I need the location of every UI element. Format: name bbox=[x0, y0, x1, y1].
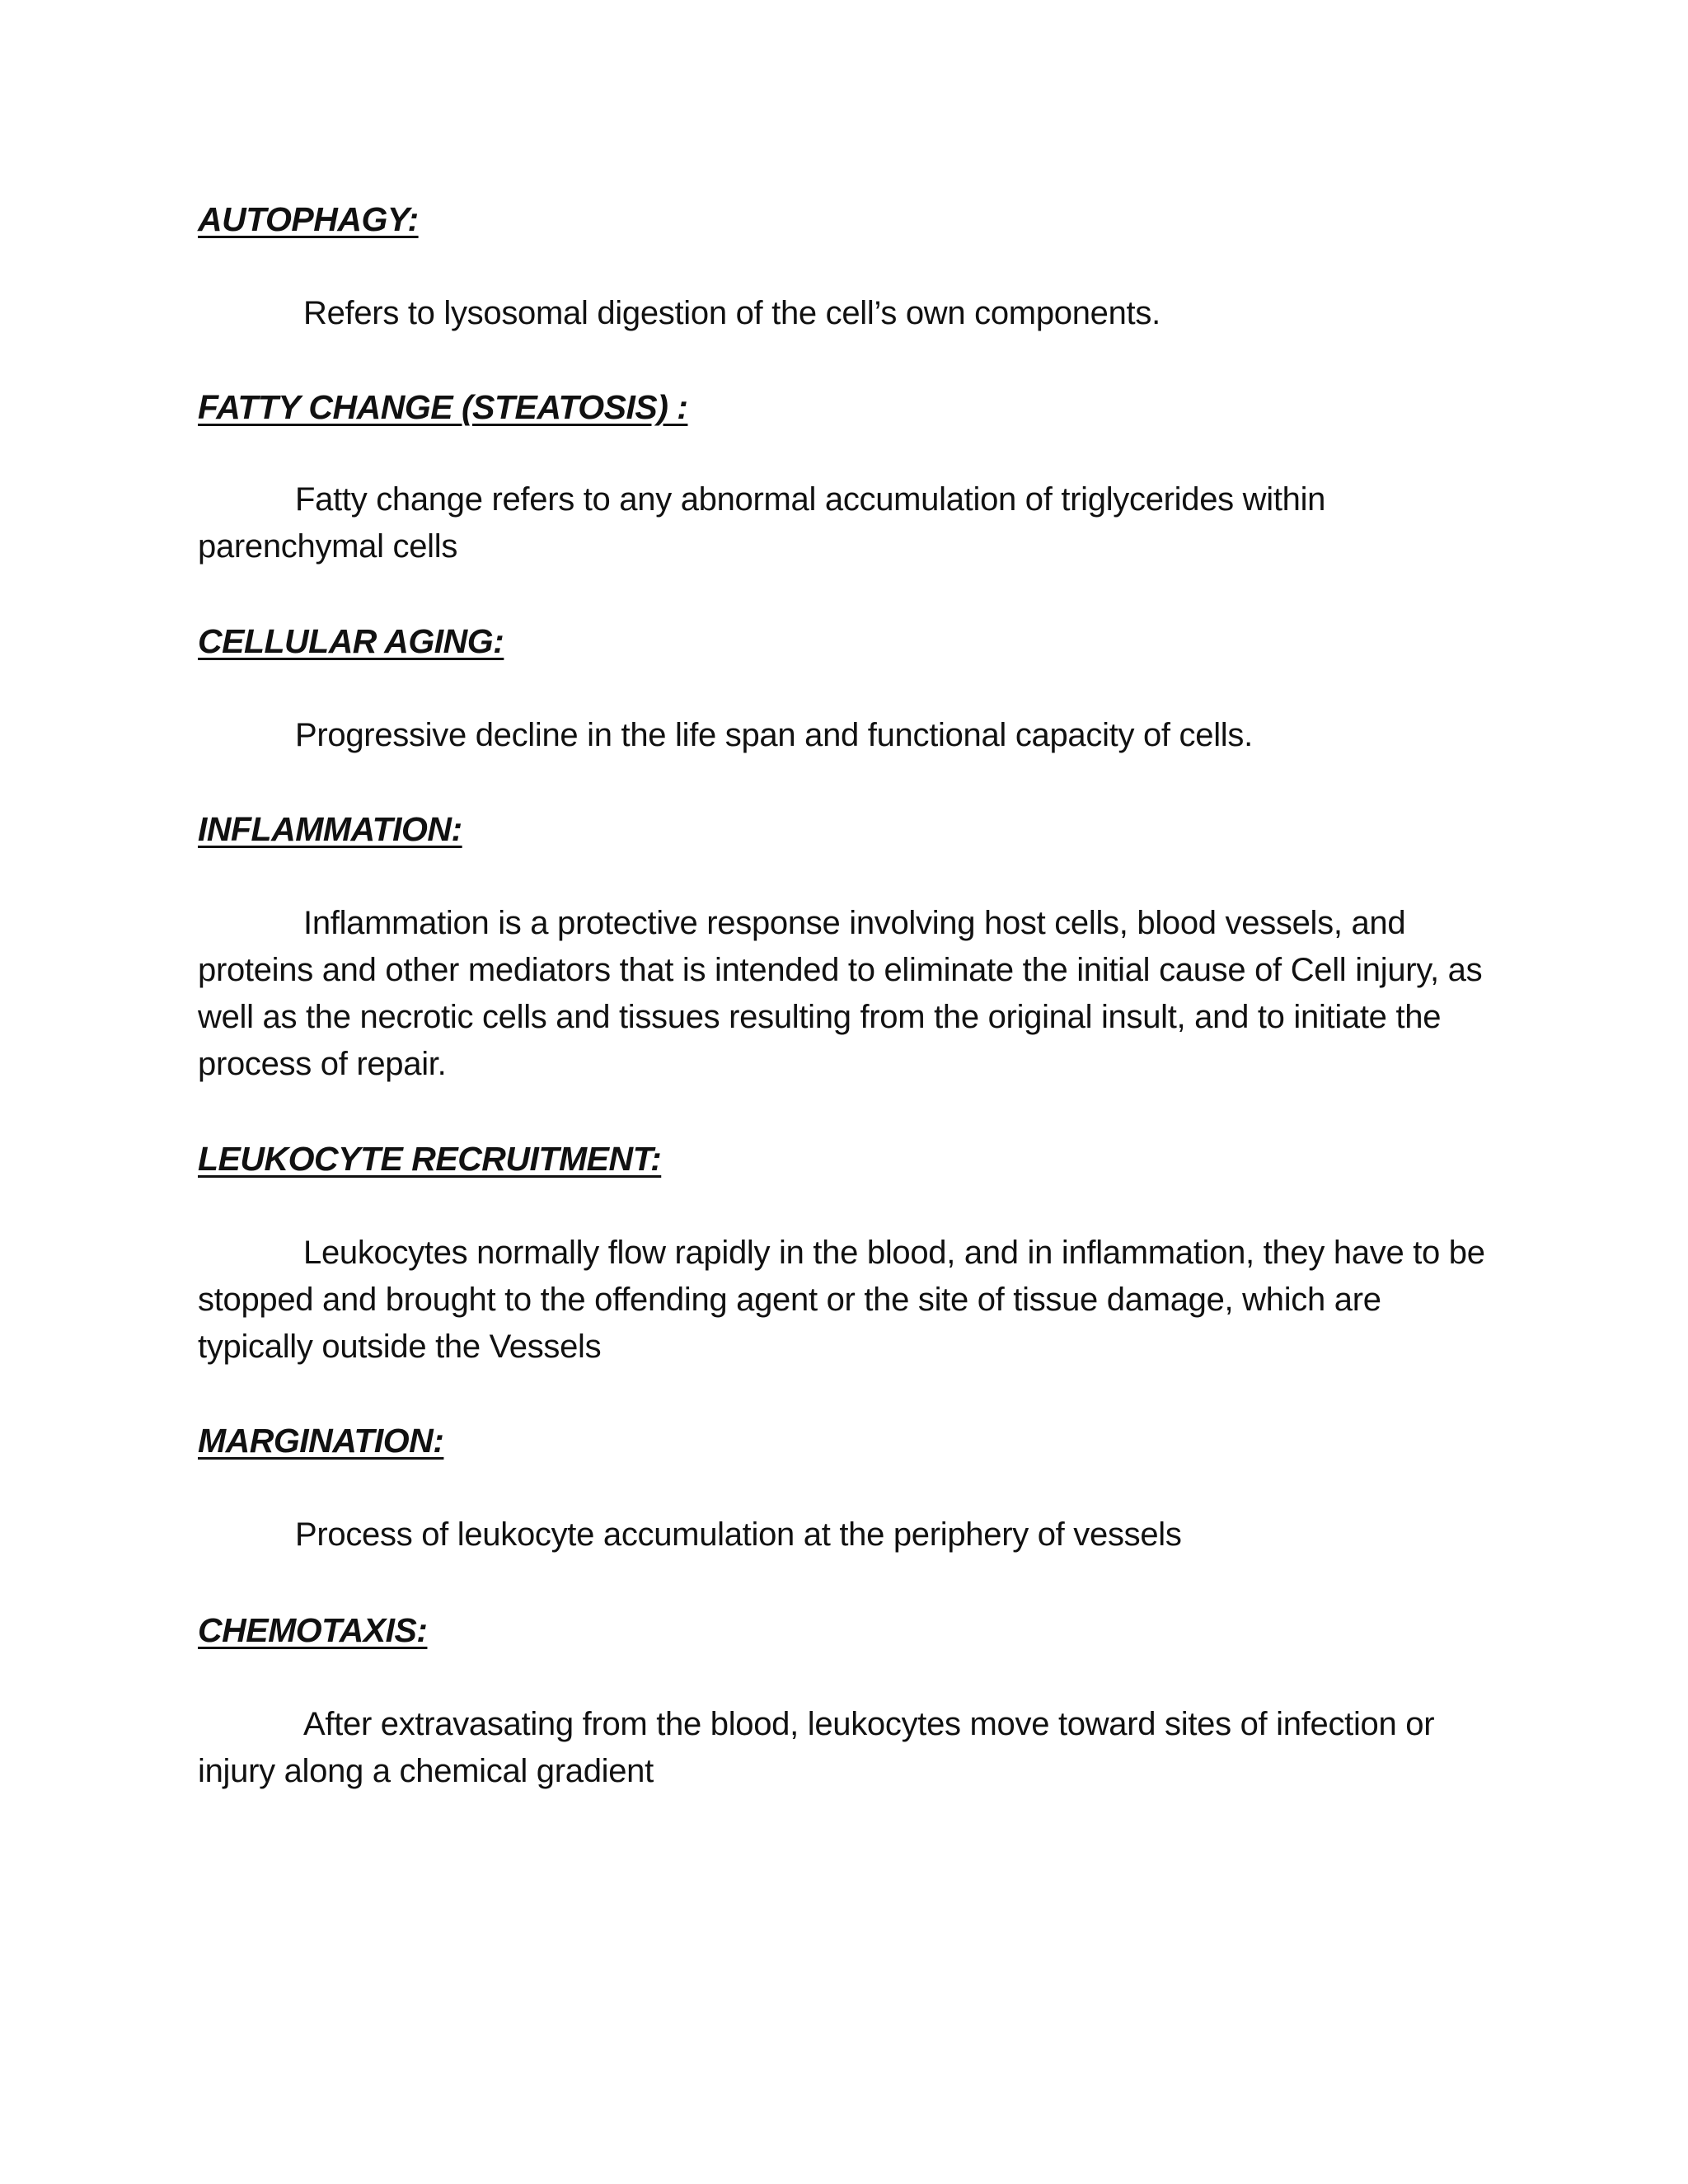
heading-autophagy: AUTOPHAGY: bbox=[198, 200, 419, 238]
heading-margination: MARGINATION: bbox=[198, 1422, 444, 1460]
heading-fatty-change: FATTY CHANGE (STEATOSIS) : bbox=[198, 388, 688, 426]
heading-chemotaxis: CHEMOTAXIS: bbox=[198, 1611, 428, 1649]
heading-cellular-aging: CELLULAR AGING: bbox=[198, 622, 504, 660]
definition-margination: Process of leukocyte accumulation at the periphery of vessels bbox=[295, 1516, 1182, 1553]
heading-inflammation: INFLAMMATION: bbox=[198, 810, 462, 848]
definition-autophagy: Refers to lysosomal digestion of the cell’s own components. bbox=[303, 295, 1160, 331]
definition-chemotaxis: After extravasating from the blood, leukocytes move toward sites of infection or injury along a chemical gradient bbox=[198, 1706, 1435, 1789]
definition-leukocyte-recruitment: Leukocytes normally flow rapidly in the blood, and in inflammation, they have to be stopped and brought to the offending agent or the site of tissue damage, which are typically outside the Vessels bbox=[198, 1235, 1485, 1365]
definition-fatty-change: Fatty change refers to any abnormal accumulation of triglycerides within parenchymal cells bbox=[198, 481, 1326, 565]
heading-leukocyte-recruitment: LEUKOCYTE RECRUITMENT: bbox=[198, 1140, 662, 1178]
definition-cellular-aging: Progressive decline in the life span and functional capacity of cells. bbox=[295, 717, 1253, 753]
definition-inflammation: Inflammation is a protective response involving host cells, blood vessels, and proteins and other mediators that is intended to eliminate the initial cause of Cell injury, as well as the necrotic cells and tissues resulting from the original insult, and to initiate the process of repair. bbox=[198, 905, 1483, 1082]
